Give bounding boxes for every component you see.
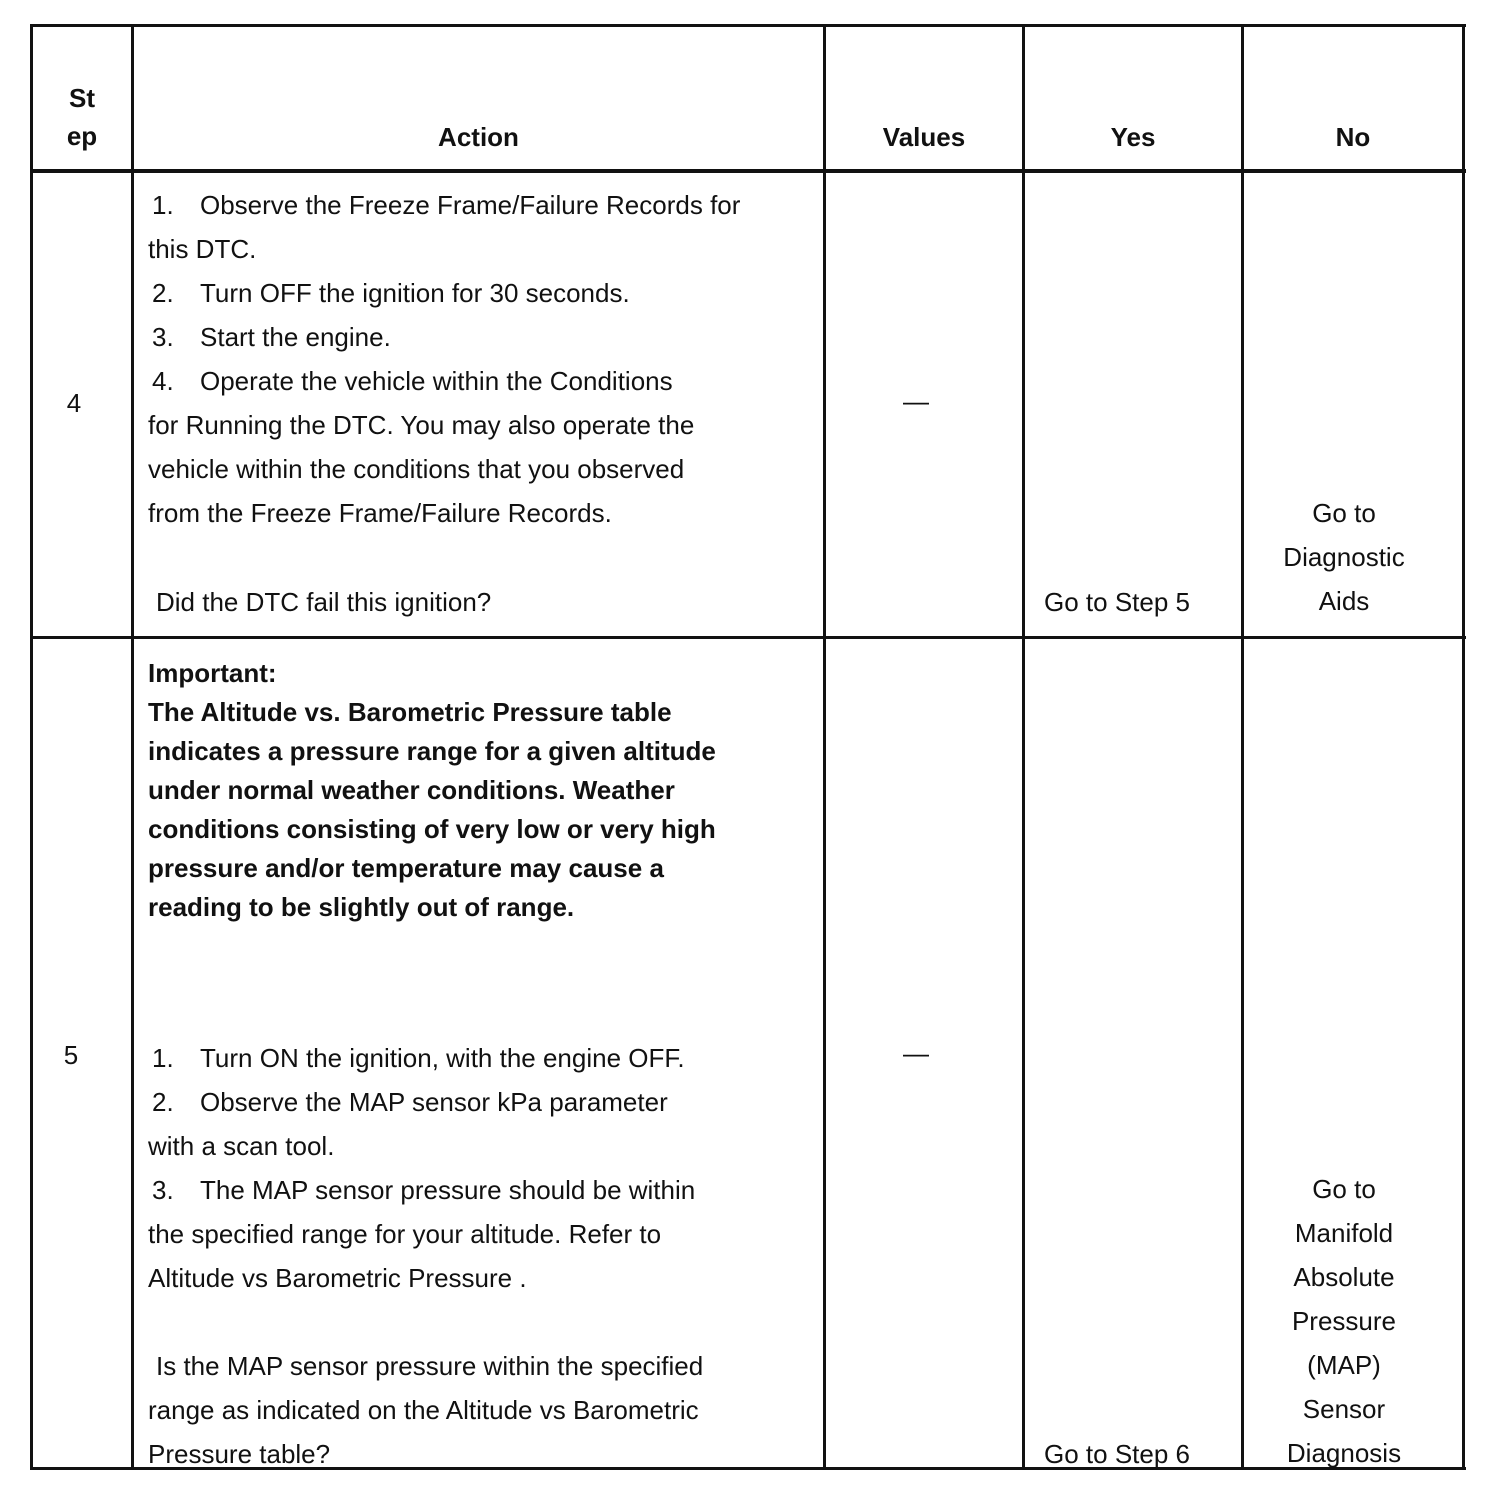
header-yes: Yes	[1110, 122, 1156, 152]
important-line: indicates a pressure range for a given altitude	[148, 736, 716, 766]
action-line	[148, 315, 818, 359]
step-item-text: Start the engine.	[200, 322, 391, 352]
important-note	[148, 654, 818, 927]
step-item-number: 2.	[152, 278, 174, 308]
step-item-text: this DTC.	[148, 234, 257, 264]
values-cell: —	[903, 386, 929, 416]
no-cell	[1244, 491, 1444, 623]
header-no: No	[1335, 122, 1371, 152]
step-number: 4	[66, 388, 82, 418]
yes-cell: Go to Step 6	[1044, 1439, 1190, 1469]
step-item-text: Altitude vs Barometric Pressure .	[148, 1263, 527, 1293]
no-line: Pressure	[1291, 1306, 1397, 1336]
header-step	[33, 79, 131, 155]
table-border-top	[30, 24, 1466, 27]
step-item-text: Turn OFF the ignition for 30 seconds.	[200, 278, 630, 308]
step-item-text: from the Freeze Frame/Failure Records.	[148, 498, 612, 528]
action-question: Did the DTC fail this ignition?	[156, 587, 492, 617]
step-item-text: The MAP sensor pressure should be within	[200, 1175, 696, 1205]
important-line: reading to be slightly out of range.	[148, 892, 575, 922]
important-line: under normal weather conditions. Weather	[148, 775, 675, 805]
no-line: Aids	[1318, 586, 1370, 616]
table-row-step-5	[30, 639, 1466, 1467]
step-item-number: 4.	[152, 366, 174, 396]
question-line: Pressure table?	[148, 1439, 331, 1469]
important-line: The Altitude vs. Barometric Pressure table	[148, 697, 672, 727]
step-item-number: 1.	[152, 1043, 174, 1073]
action-line	[148, 1036, 818, 1080]
important-line: pressure and/or temperature may cause a	[148, 853, 664, 883]
step-item-number: 3.	[152, 322, 174, 352]
header-values: Values	[882, 122, 966, 152]
step-item-text: Turn ON the ignition, with the engine OFF.	[200, 1043, 685, 1073]
no-line: Diagnosis	[1286, 1438, 1402, 1468]
action-cell	[148, 1036, 818, 1300]
no-line: Absolute	[1293, 1262, 1395, 1292]
no-cell	[1244, 1167, 1444, 1475]
step-item-text: with a scan tool.	[148, 1131, 335, 1161]
action-line	[148, 1168, 818, 1212]
action-line	[148, 447, 818, 491]
header-step-line2: ep	[66, 121, 98, 151]
action-line	[148, 1124, 818, 1168]
step-item-number: 3.	[152, 1175, 174, 1205]
diagnostic-table	[30, 24, 1466, 1471]
no-line: Go to	[1312, 1174, 1376, 1204]
no-line: (MAP)	[1307, 1350, 1381, 1380]
question-line: Is the MAP sensor pressure within the specified	[156, 1351, 704, 1381]
no-line: Go to	[1312, 498, 1376, 528]
header-step-line1: St	[69, 83, 95, 113]
no-line: Sensor	[1302, 1394, 1386, 1424]
action-question	[148, 1344, 818, 1476]
yes-cell: Go to Step 5	[1044, 587, 1190, 617]
action-line	[148, 403, 818, 447]
no-line: Diagnostic	[1283, 542, 1405, 572]
action-line	[148, 1256, 818, 1300]
action-line	[148, 183, 818, 227]
action-line	[148, 1080, 818, 1124]
important-line: conditions consisting of very low or very high	[148, 814, 716, 844]
step-item-text: Observe the Freeze Frame/Failure Records for	[200, 190, 741, 220]
step-item-text: the specified range for your altitude. Refer to	[148, 1219, 662, 1249]
no-line: Manifold	[1294, 1218, 1394, 1248]
important-label: Important:	[148, 658, 277, 688]
action-line	[148, 491, 818, 535]
step-item-text: for Running the DTC. You may also operate the	[148, 410, 695, 440]
action-line	[148, 1212, 818, 1256]
values-cell: —	[903, 1038, 929, 1068]
step-item-number: 1.	[152, 190, 174, 220]
action-cell	[148, 183, 818, 535]
question-line: range as indicated on the Altitude vs Barometric	[148, 1395, 699, 1425]
step-item-number: 2.	[152, 1087, 174, 1117]
step-number: 5	[63, 1040, 79, 1070]
action-line	[148, 359, 818, 403]
table-row-step-4	[30, 173, 1466, 636]
action-line	[148, 227, 818, 271]
step-item-text: Operate the vehicle within the Conditions	[200, 366, 673, 396]
step-item-text: vehicle within the conditions that you observed	[148, 454, 685, 484]
action-line	[148, 271, 818, 315]
step-item-text: Observe the MAP sensor kPa parameter	[200, 1087, 668, 1117]
header-action: Action	[438, 122, 519, 152]
